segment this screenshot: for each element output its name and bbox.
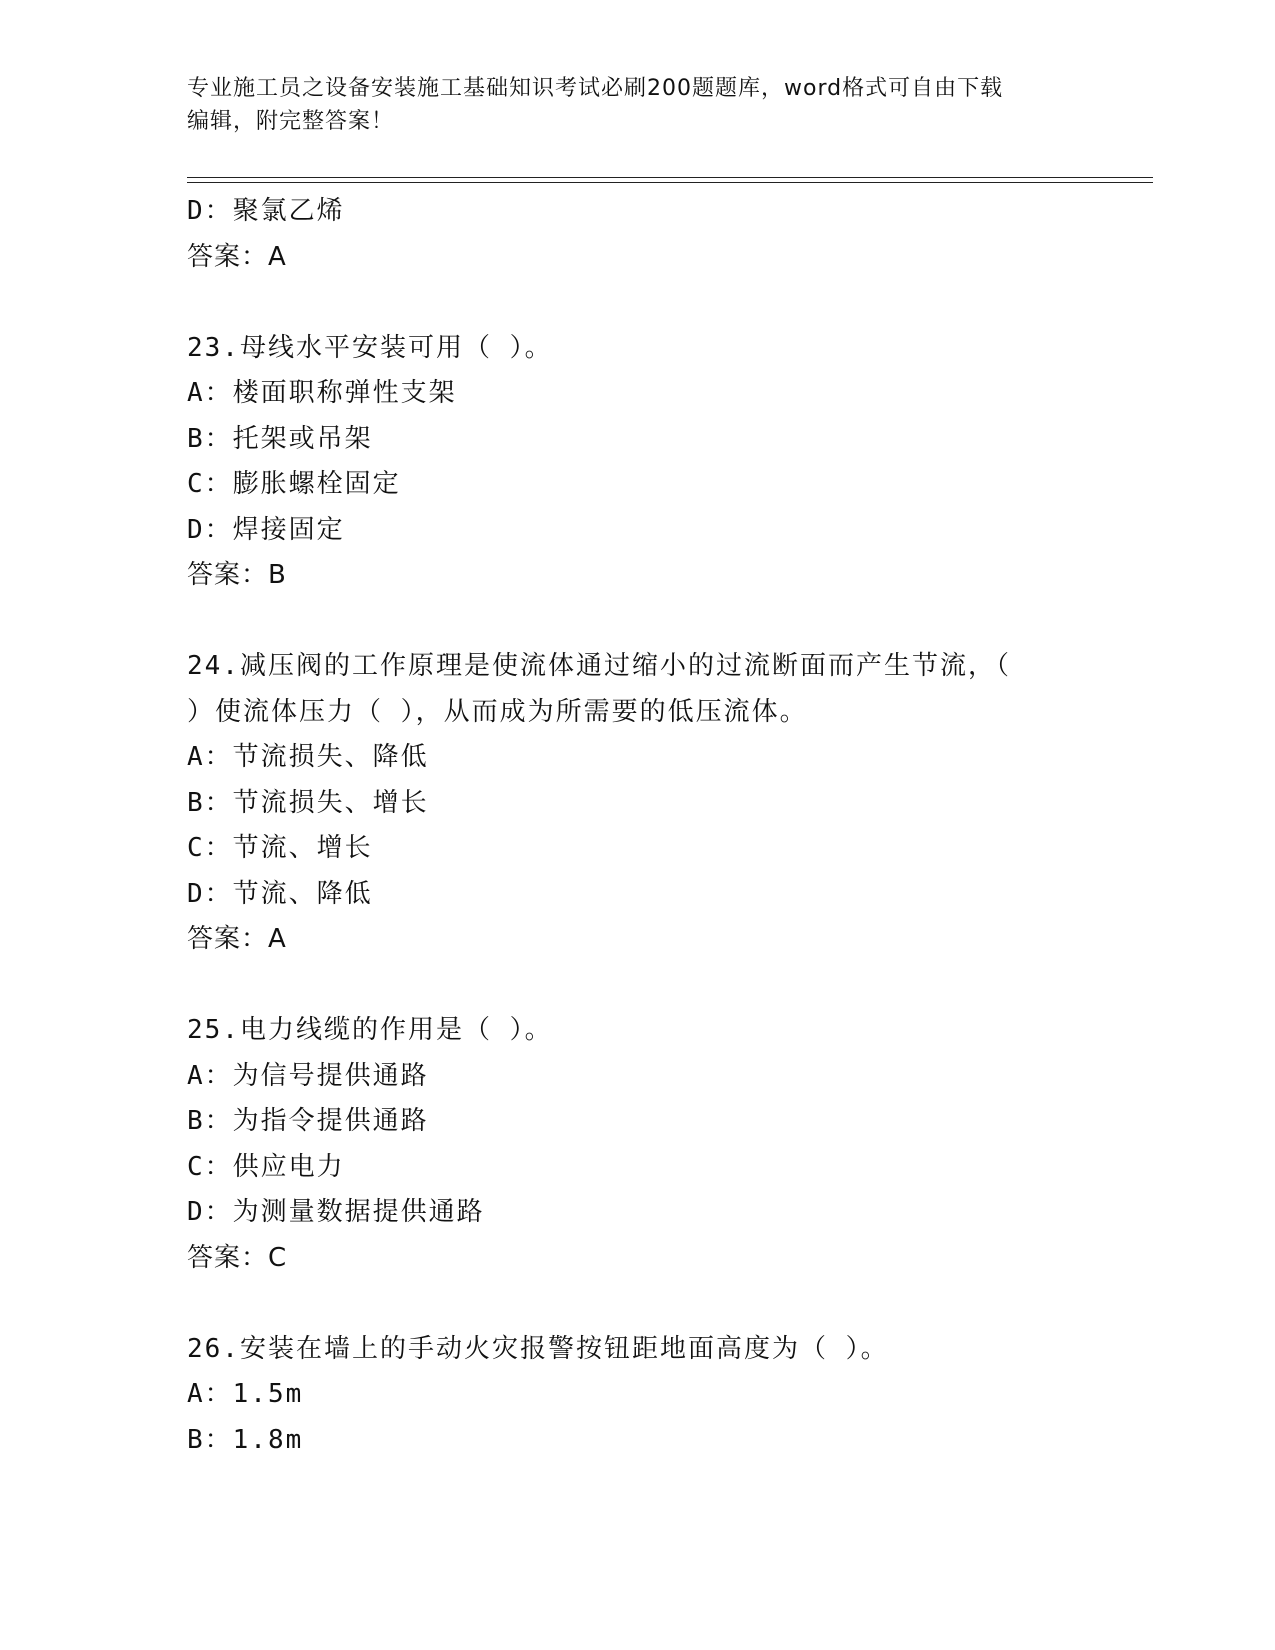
question-26 [187, 1327, 1087, 1464]
question-stem: 23.母线水平安装可用（ ）。 [187, 332, 553, 363]
document-header [187, 72, 1067, 138]
spacer [187, 963, 1087, 1009]
header-title-line-2: 编辑，附完整答案！ [187, 109, 395, 134]
question-22-tail [187, 189, 1087, 280]
header-title-line-1: 专业施工员之设备安装施工基础知识考试必刷200题题库，word格式可自由下载 [187, 76, 1004, 101]
option-c: C：节流、增长 [187, 833, 373, 863]
option-d: D：节流、降低 [187, 878, 373, 909]
option-d: D：为测量数据提供通路 [187, 1197, 485, 1227]
option-b: B：为指令提供通路 [187, 1106, 429, 1136]
option-a: A：为信号提供通路 [187, 1060, 429, 1091]
spacer [187, 599, 1087, 645]
answer-line: 答案：A [187, 241, 287, 272]
option-b: B：节流损失、增长 [187, 787, 429, 818]
answer-line: 答案：C [187, 1242, 288, 1273]
header-rule-top [187, 177, 1153, 178]
option-d: D：聚氯乙烯 [187, 196, 345, 226]
spacer [187, 280, 1087, 326]
question-stem-line-2: ）使流体压力（ ），从而成为所需要的低压流体。 [187, 696, 808, 727]
question-stem: 26.安装在墙上的手动火灾报警按钮距地面高度为（ ）。 [187, 1333, 889, 1364]
question-24 [187, 644, 1087, 963]
header-rule-bottom [187, 182, 1153, 183]
option-a: A：楼面职称弹性支架 [187, 378, 457, 408]
question-stem: 25.电力线缆的作用是（ ）。 [187, 1015, 553, 1045]
question-23 [187, 326, 1087, 599]
option-a: A：1.5m [187, 1379, 304, 1409]
option-b: B：1.8m [187, 1424, 304, 1455]
option-c: C：膨胀螺栓固定 [187, 469, 401, 499]
question-list [187, 189, 1087, 1463]
question-25 [187, 1008, 1087, 1281]
option-b: B：托架或吊架 [187, 423, 373, 454]
option-c: C：供应电力 [187, 1151, 345, 1182]
spacer [187, 1281, 1087, 1327]
option-a: A：节流损失、降低 [187, 742, 429, 772]
question-stem-line-1: 24.减压阀的工作原理是使流体通过缩小的过流断面而产生节流，（ [187, 651, 1011, 681]
answer-line: 答案：A [187, 924, 287, 954]
answer-line: 答案：B [187, 560, 287, 590]
option-d: D：焊接固定 [187, 514, 345, 545]
